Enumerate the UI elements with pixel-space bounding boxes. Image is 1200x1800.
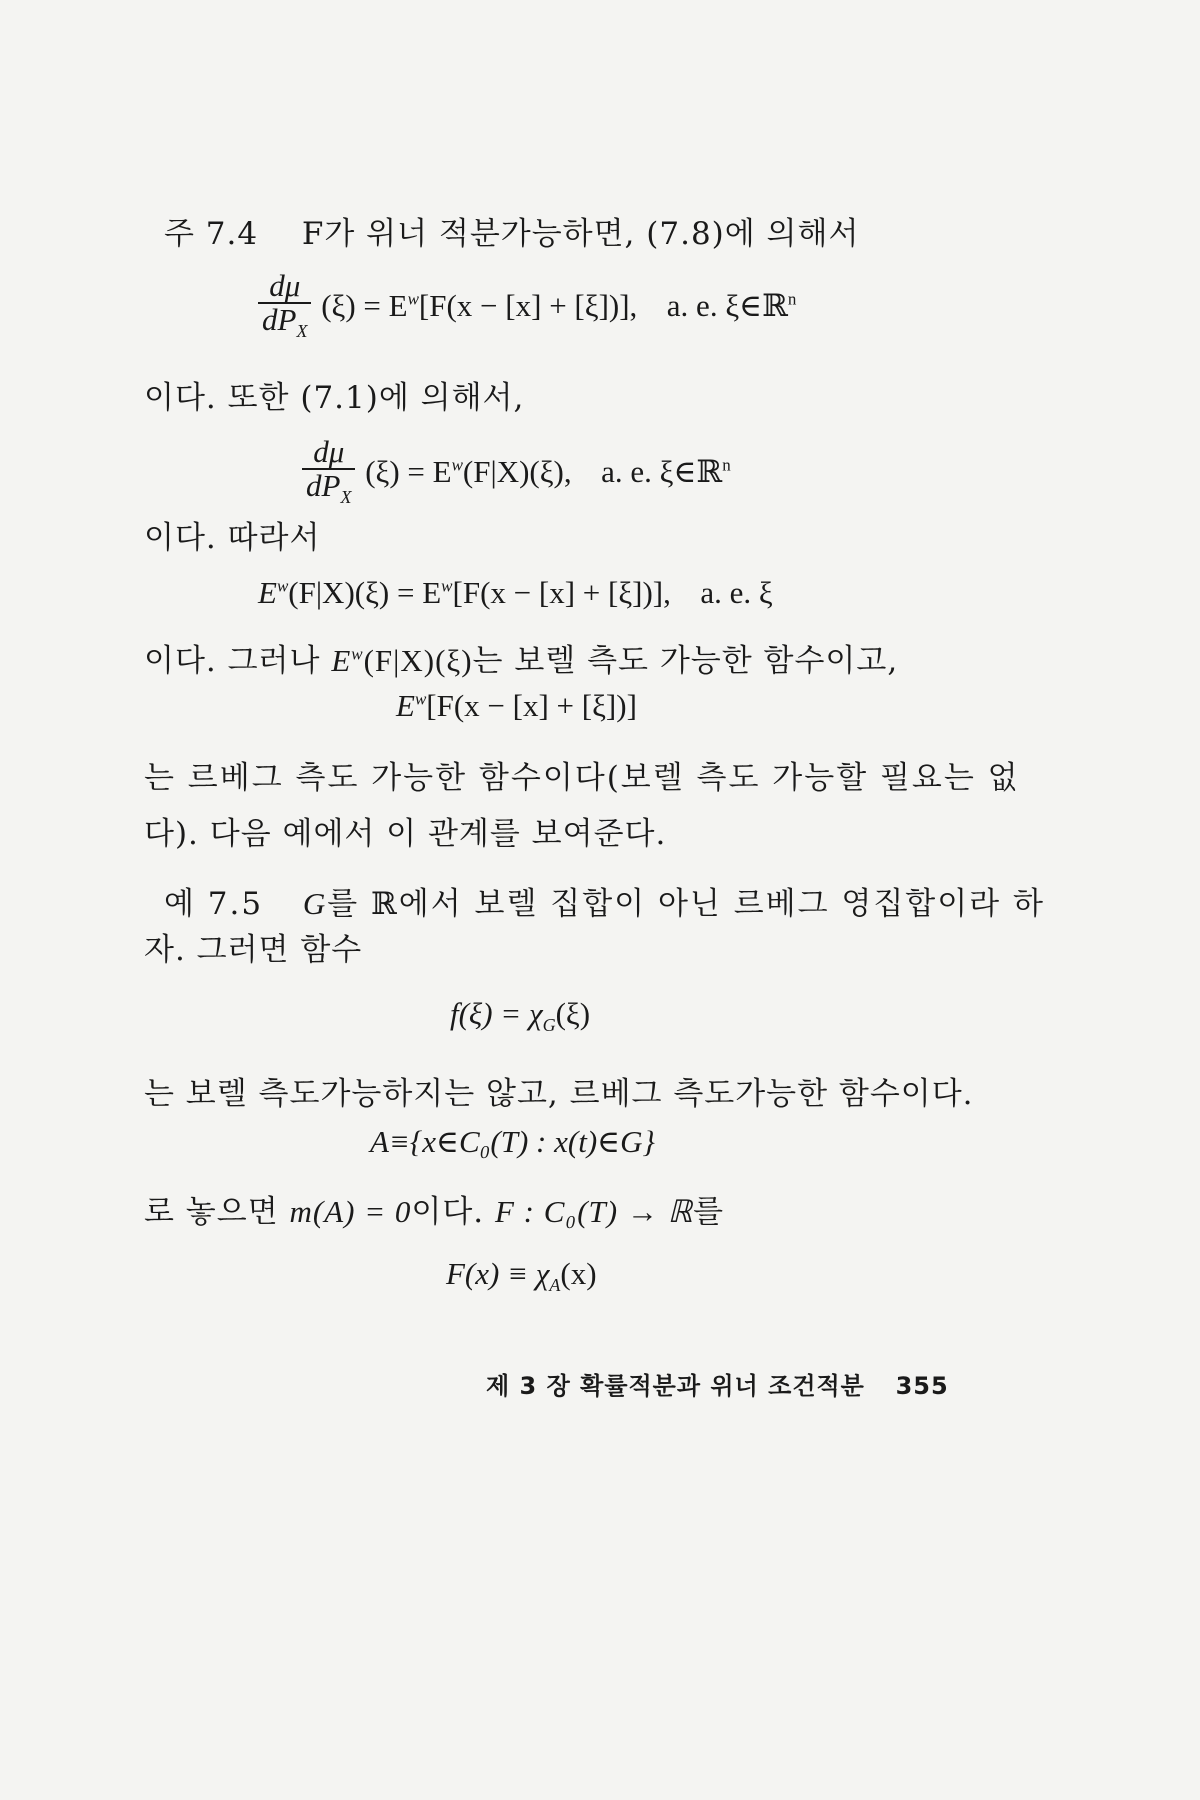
fraction-dmu-dpx	[302, 436, 355, 513]
example-line-2: 자. 그러면 함수	[144, 932, 363, 968]
fraction-numerator: dμ	[302, 436, 355, 470]
equation-rhs: $(\xi) = E^w(F|X)(\xi)$,	[365, 453, 572, 489]
inline-math: $E^w(F|X)(\xi)$	[331, 643, 473, 678]
equation-4: $E^w[F(x - [x] + [\xi])]$	[396, 688, 637, 723]
paragraph-line-2: 다). 다음 예에서 이 관계를 보여준다.	[144, 816, 667, 852]
remark-line	[164, 208, 859, 253]
fraction-denominator: $dP_X$	[306, 468, 352, 508]
page-number: 355	[895, 1372, 949, 1400]
equation-2	[302, 436, 731, 513]
fraction-denominator: $dP_X$	[262, 302, 308, 342]
equation-rhs: $(\xi) = E^w[F(x - [x] + [\xi])]$,	[321, 287, 638, 323]
chapter-title: 제 3 장 확률적분과 위너 조건적분	[486, 1372, 865, 1400]
example-label: 예 7.5	[164, 886, 264, 922]
remark-label: 주 7.4	[164, 216, 259, 252]
equation-7: $F(x) \equiv \chi_A(x)$	[446, 1256, 597, 1296]
text-line-4: 는 보렐 측도가능하지는 않고, 르베그 측도가능한 함수이다.	[144, 1076, 974, 1112]
text-line-3: 이다. 그러나 $E^w(F|X)(\xi)$는 보렐 측도 가능한 함수이고,	[144, 643, 899, 679]
equation-6: A≡{x∈C₀(T) : x(t)∈G}	[370, 1124, 655, 1159]
text-line-2: 이다. 따라서	[144, 520, 321, 556]
example-line-1: 예 7.5 G를 ℝ에서 보렐 집합이 아닌 르베그 영집합이라 하	[164, 886, 1045, 922]
equation-1	[258, 270, 796, 347]
equation-3: $E^w(F|X)(\xi) = E^w[F(x - [x] + [\xi])]$, a. e. ξ	[258, 575, 773, 610]
equation-condition: a. e. ξ	[700, 575, 773, 610]
fraction-dmu-dpx	[258, 270, 311, 347]
equation-condition: a. e. ξ∈ℝ$^n$	[601, 453, 731, 489]
equation-5: $f(\xi) = \chi_G(\xi)$	[450, 996, 591, 1036]
fraction-numerator: dμ	[258, 270, 311, 304]
page-footer	[486, 1366, 949, 1401]
text-line-5: 로 놓으면 m(A) = 0이다. F : C₀(T) → ℝ를	[144, 1194, 725, 1230]
equation-condition: a. e. ξ∈ℝ$^n$	[666, 287, 797, 323]
remark-intro: F가 위너 적분가능하면, (7.8)에 의해서	[301, 216, 860, 252]
paragraph-line-1: 는 르베그 측도 가능한 함수이다(보렐 측도 가능할 필요는 없	[144, 760, 1020, 796]
text-line-1: 이다. 또한 (7.1)에 의해서,	[144, 380, 525, 416]
